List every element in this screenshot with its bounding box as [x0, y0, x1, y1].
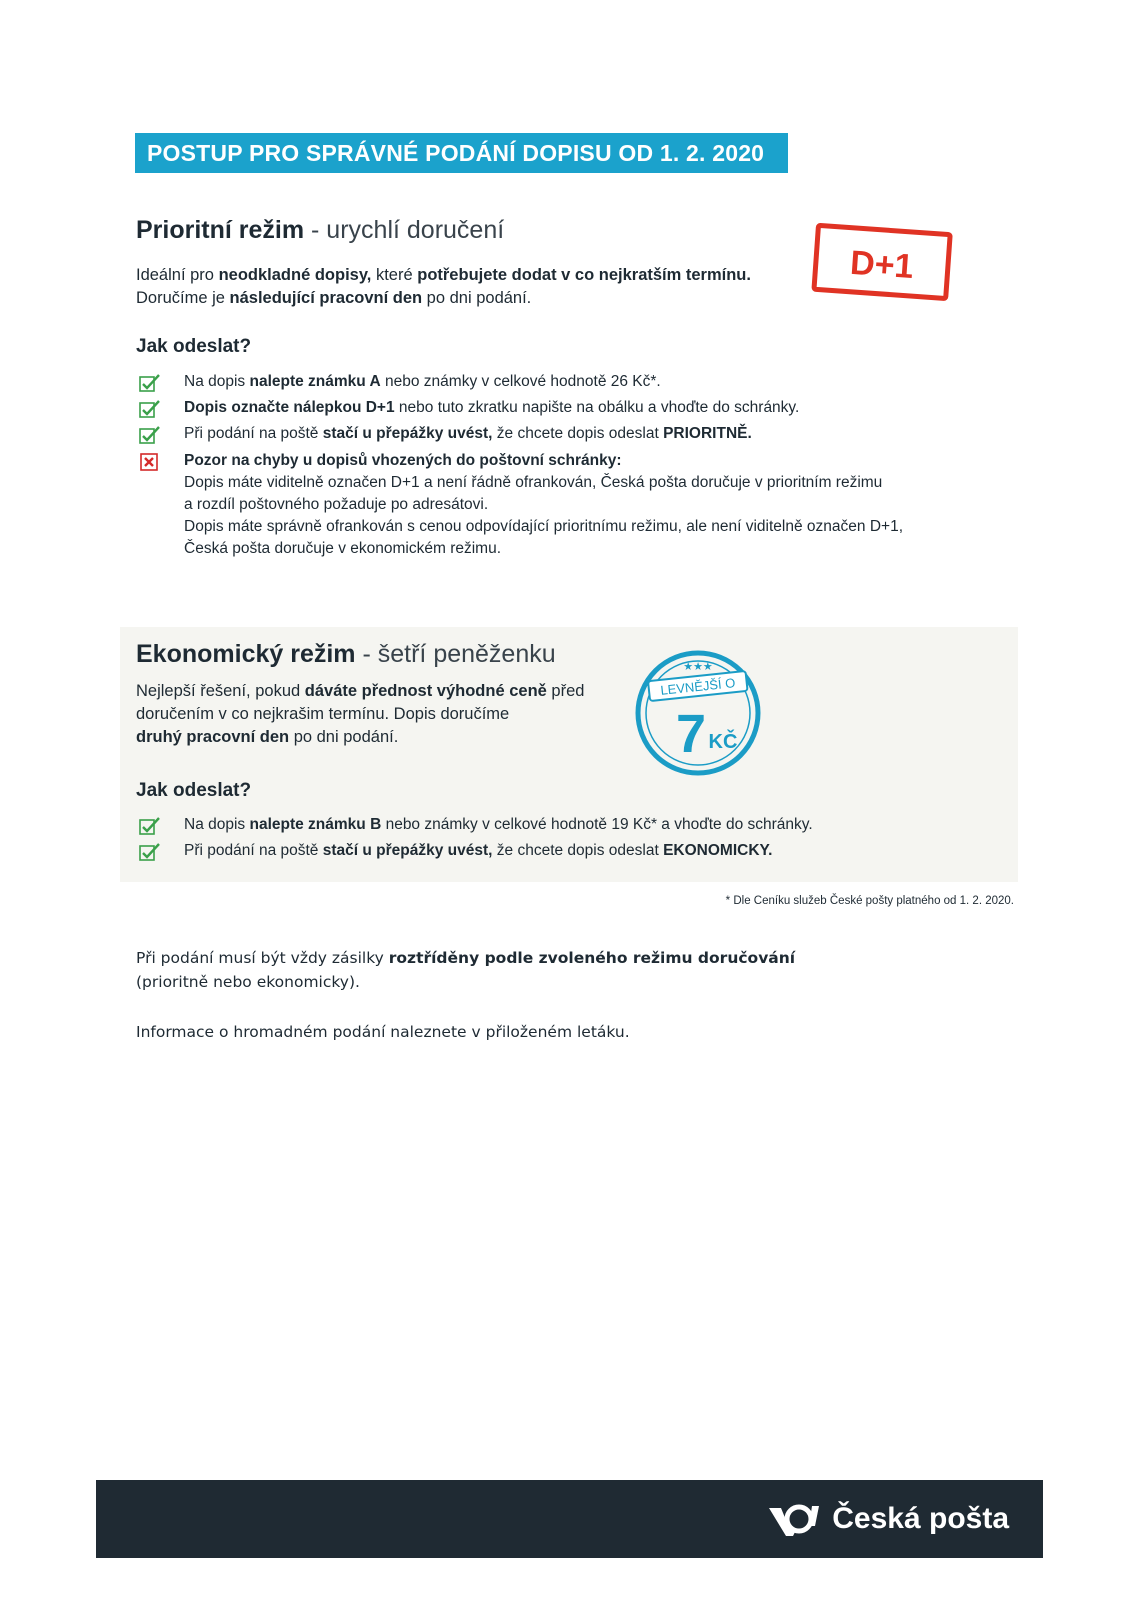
- economy-how-heading: Jak odeslat?: [136, 780, 252, 801]
- price-footnote: * Dle Ceníku služeb České pošty platného od 1. 2. 2020.: [725, 895, 1014, 907]
- cross-icon: [139, 452, 161, 472]
- check-icon: [139, 399, 161, 419]
- economy-intro: Nejlepší řešení, pokud dáváte přednost výhodné ceně před doručením v co nejkrašim termínu. Dopis doručíme druhý pracovní den po dni podání.: [136, 682, 585, 746]
- check-icon: [139, 842, 161, 862]
- bulk-info-note: Informace o hromadném podání naleznete v přiloženém letáku.: [136, 1023, 630, 1041]
- check-icon: [139, 816, 161, 836]
- cheaper-stamp-icon: [633, 648, 763, 778]
- logo-text: Česká pošta: [832, 1502, 1009, 1535]
- page: POSTUP PRO SPRÁVNÉ PODÁNÍ DOPISU OD 1. 2. 2020 Prioritní režim - urychlí doručení Ideální pro neodkladné dopisy, které potřebujete dodat v co nejkratším termínu. Doručíme je následující pracovní den po dni podání. D+1 Jak odeslat? Na dopis nalepte známku A nebo známky v celkové hodnotě 26 Kč*. Dopis označte nálepkou D+1 nebo tuto zkratku napište na obálku a vhoďte do schránky. Při podání na poště stačí u přepážky uvést, že chcete dopis odeslat PRIORITNĚ. Pozor na chyby u dopisů vhozených do poštovní schránky: Dopis máte viditelně označen D+1 a není řádně ofrankován, Česká pošta doručuje v prioritním režimu a rozdíl poštovného požaduje po adresátovi. Dopis máte správně ofrankován s cenou odpovídající prioritnímu režimu, ale není viditelně označen D+1, Česká pošta doručuje v ekonomickém režimu. Ekonomický režim - šetří peněženku Nejlepší řešení, pokud dáváte přednost výhodné ceně před doručením v co nejkrašim termínu. Dopis doručíme druhý pracovní den po dni podání. ★★★ LEVNĚJŠÍ O 7 KČ Jak odeslat? Na dopis nalepte známku B nebo známky v celkové hodnotě 19 Kč* a vhoďte do schránky. Při podání na poště stačí u přepážky uvést, že chcete dopis odeslat EKONOMICKY. * Dle Ceníku služeb České pošty platného od 1. 2. 2020. Při podání musí být vždy zásilky roztříděny podle zvoleného režimu doručování (prioritně nebo ekonomicky). Informace o hromadném podání naleznete v přiloženém letáku. Česká pošta: [0, 0, 1132, 1600]
- svg-text:7: 7: [675, 704, 707, 764]
- sorting-note: Při podání musí být vždy zásilky roztříděny podle zvoleného režimu doručování (prioritně nebo ekonomicky).: [136, 949, 796, 991]
- check-icon: [139, 373, 161, 393]
- svg-text:★★★: ★★★: [683, 661, 713, 673]
- d1-stamp-text: D+1: [848, 243, 915, 287]
- warning-title: Pozor na chyby u dopisů vhozených do poštovní schránky:: [184, 452, 622, 469]
- priority-how-heading: Jak odeslat?: [136, 336, 252, 357]
- posthorn-icon: [766, 1502, 822, 1536]
- priority-heading-light: - urychlí doručení: [304, 216, 505, 244]
- priority-heading: [136, 216, 504, 245]
- priority-heading-bold: Prioritní režim: [136, 216, 305, 244]
- page-banner: [135, 133, 788, 173]
- economy-heading: Ekonomický režim - šetří peněženku: [136, 640, 556, 668]
- banner-title: POSTUP PRO SPRÁVNÉ PODÁNÍ DOPISU OD 1. 2. 2020: [147, 139, 765, 166]
- d1-stamp-icon: [808, 222, 958, 304]
- svg-text:LEVNĚJŠÍ O: LEVNĚJŠÍ O: [659, 675, 736, 698]
- svg-text:KČ: KČ: [708, 731, 738, 753]
- check-icon: [139, 425, 161, 445]
- ceska-posta-logo: [766, 1502, 1009, 1536]
- priority-intro: Ideální pro neodkladné dopisy, které potřebujete dodat v co nejkratším termínu. Doručíme je následující pracovní den po dni podání.: [136, 266, 751, 307]
- footer-bar: [96, 1480, 1043, 1558]
